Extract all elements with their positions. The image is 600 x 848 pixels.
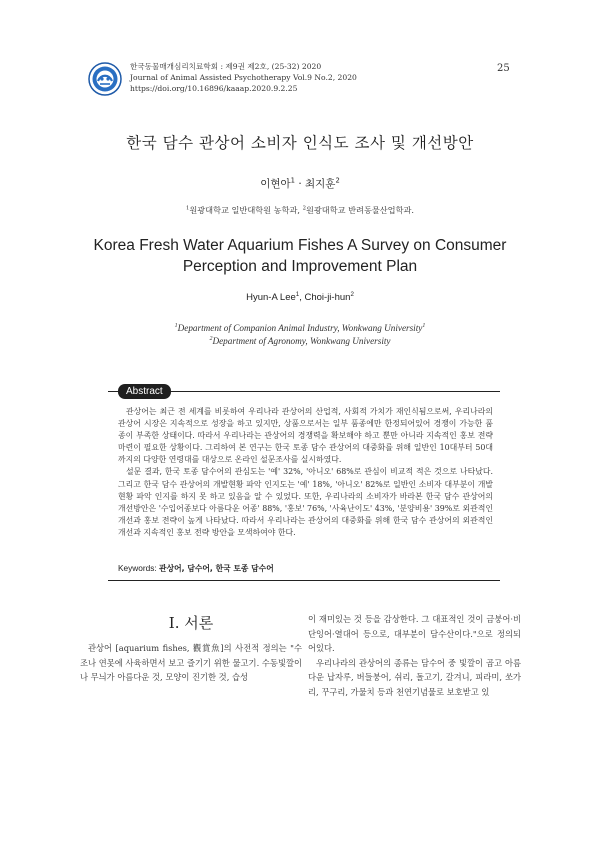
paper-title-ko: 한국 담수 관상어 소비자 인식도 조사 및 개선방안 — [126, 134, 474, 152]
affil-2-ko: 원광대학교 반려동물산업학과. — [305, 205, 415, 215]
abstract-paragraph-2: 설문 결과, 한국 토종 담수어의 관심도는 '예' 32%, '아니오' 68%로 관심이 비교적 적은 것으로 나타났다. 그리고 한국 담수 관상어의 개발현황 파악 인지도는 '예' 18%, '아니오' 82%로 일반인 소비자 대부분이 개발현황 파악 인지를 하지 못 하고 있음을 알 수 있었다. 또한, 우리나라의 소비자가 바라본 한국 담수 관상어의 개선방안은 '수입어종보다 아름다운 어종' 88%, '홍보' 76%, '사육난이도' 43%, '분양비용' 39%로 외관적인 개선과 홍보 전략이 높게 나타났다. 따라서 우리나라는 관상어의 대중화를 위해 한국 담수 관상어의 외관적인 개선과 지속적인 홍보 전략 방안을 모색하여야 한다. — [118, 467, 493, 537]
author-1-ko: 이현아 — [260, 178, 291, 190]
paper-title-en — [0, 235, 600, 277]
affiliations-ko — [0, 205, 600, 216]
affil-1-en-end-sup: 1 — [422, 322, 426, 329]
author-2-en-sup: 2 — [350, 290, 354, 298]
author-1-sup: 1 — [290, 176, 295, 185]
author-1-en: Hyun-A Lee — [246, 292, 296, 303]
body-column-left — [80, 612, 302, 685]
journal-header — [88, 60, 528, 104]
affil-1-en-line — [0, 322, 600, 335]
affil-2-en-sup: 2 — [209, 335, 213, 342]
doi-link[interactable]: https://doi.org/10.16896/kaaap.2020.9.2.25 — [130, 84, 298, 93]
abstract-box — [108, 384, 500, 580]
affil-2-sup: 2 — [302, 205, 306, 212]
affiliations-en — [0, 322, 600, 348]
affil-1-en-sup: 1 — [174, 322, 178, 329]
intro-paragraph-1: 관상어 [aquarium fishes, 觀賞魚]의 사전적 정의는 "수조나 연못에 사육하면서 보고 즐기기 위한 물고기. 수동빛깔이나 무늬가 아름다운 것, 모양이 진기한 것, 습성 — [80, 643, 302, 683]
affil-2-en: Department of Agronomy, Wonkwang University — [212, 336, 391, 346]
abstract-body — [118, 406, 493, 539]
affil-1-ko: 원광대학교 일반대학원 농학과, — [189, 205, 303, 215]
title-en-line-1: Korea Fresh Water Aquarium Fishes A Survey on Consumer — [93, 237, 507, 254]
intro-paragraph-2: 우리나라의 관상어의 종류는 담수어 중 빛깔이 곱고 아름다운 납자루, 버들붕어, 쉬리, 돌고기, 갈겨니, 피라미, 쏘가리, 꾸구리, 가물치 등과 천연기념물로 보호받고 있 — [308, 657, 521, 697]
author-separator: · — [294, 178, 305, 190]
author-en-separator: , — [299, 292, 305, 303]
journal-name-ko: 한국동물매개심리치료학회 : 제9권 제2호, (25-32) 2020 — [130, 62, 322, 71]
affil-2-en-line — [0, 335, 600, 348]
page-number: 25 — [497, 63, 510, 74]
author-2-sup: 2 — [335, 176, 340, 185]
keywords — [118, 563, 274, 574]
society-logo-icon — [88, 62, 122, 96]
intro-paragraph-1-continued: 이 재미있는 것 등을 감상한다. 그 대표적인 것이 금붕어·비단잉어·열대어 등으로, 대부분이 담수산이다."으로 정의되어있다. — [308, 614, 521, 654]
title-en-line-2: Perception and Improvement Plan — [182, 258, 418, 275]
affil-1-sup: 1 — [185, 205, 190, 212]
author-2-ko: 최지훈 — [305, 178, 336, 190]
keywords-values: 관상어, 담수어, 한국 토종 담수어 — [159, 564, 274, 573]
keywords-label: Keywords: — [118, 563, 160, 573]
section-heading-introduction: Ⅰ. 서론 — [168, 614, 214, 632]
journal-name-en: Journal of Animal Assisted Psychotherapy Vol.9 No.2, 2020 — [130, 73, 357, 82]
author-2-en: Choi-ji-hun — [304, 292, 351, 303]
affil-1-en: Department of Companion Animal Industry, Wonkwang University — [177, 323, 423, 333]
abstract-label: Abstract — [118, 384, 171, 399]
body-column-right — [308, 612, 521, 700]
authors-ko — [0, 176, 600, 191]
abstract-bottom-rule — [108, 580, 500, 581]
author-1-en-sup: 1 — [295, 290, 300, 298]
authors-en — [0, 292, 600, 303]
abstract-paragraph-1: 관상어는 최근 전 세계를 비롯하여 우리나라 관상어의 산업적, 사회적 가치가 재인식됨으로써, 우리나라의 관상어 시장은 지속적으로 성장을 하고 있지만, 상품으로서는 일부 품종에만 한정되어있어 경쟁이 가능한 품종이 부족한 상태이다. 따라서 우리나라는 관상어의 경쟁력을 확보해야 하고 뿐만 아니라 지속적인 홍보 전략 마련이 필요한 상황이다. 그리하여 본 연구는 한국 토종 담수 관상어의 대중화를 위해 일반인 10대부터 50대까지의 다양한 연령대를 대상으로 온라인 설문조사를 실시하였다. — [118, 407, 493, 465]
